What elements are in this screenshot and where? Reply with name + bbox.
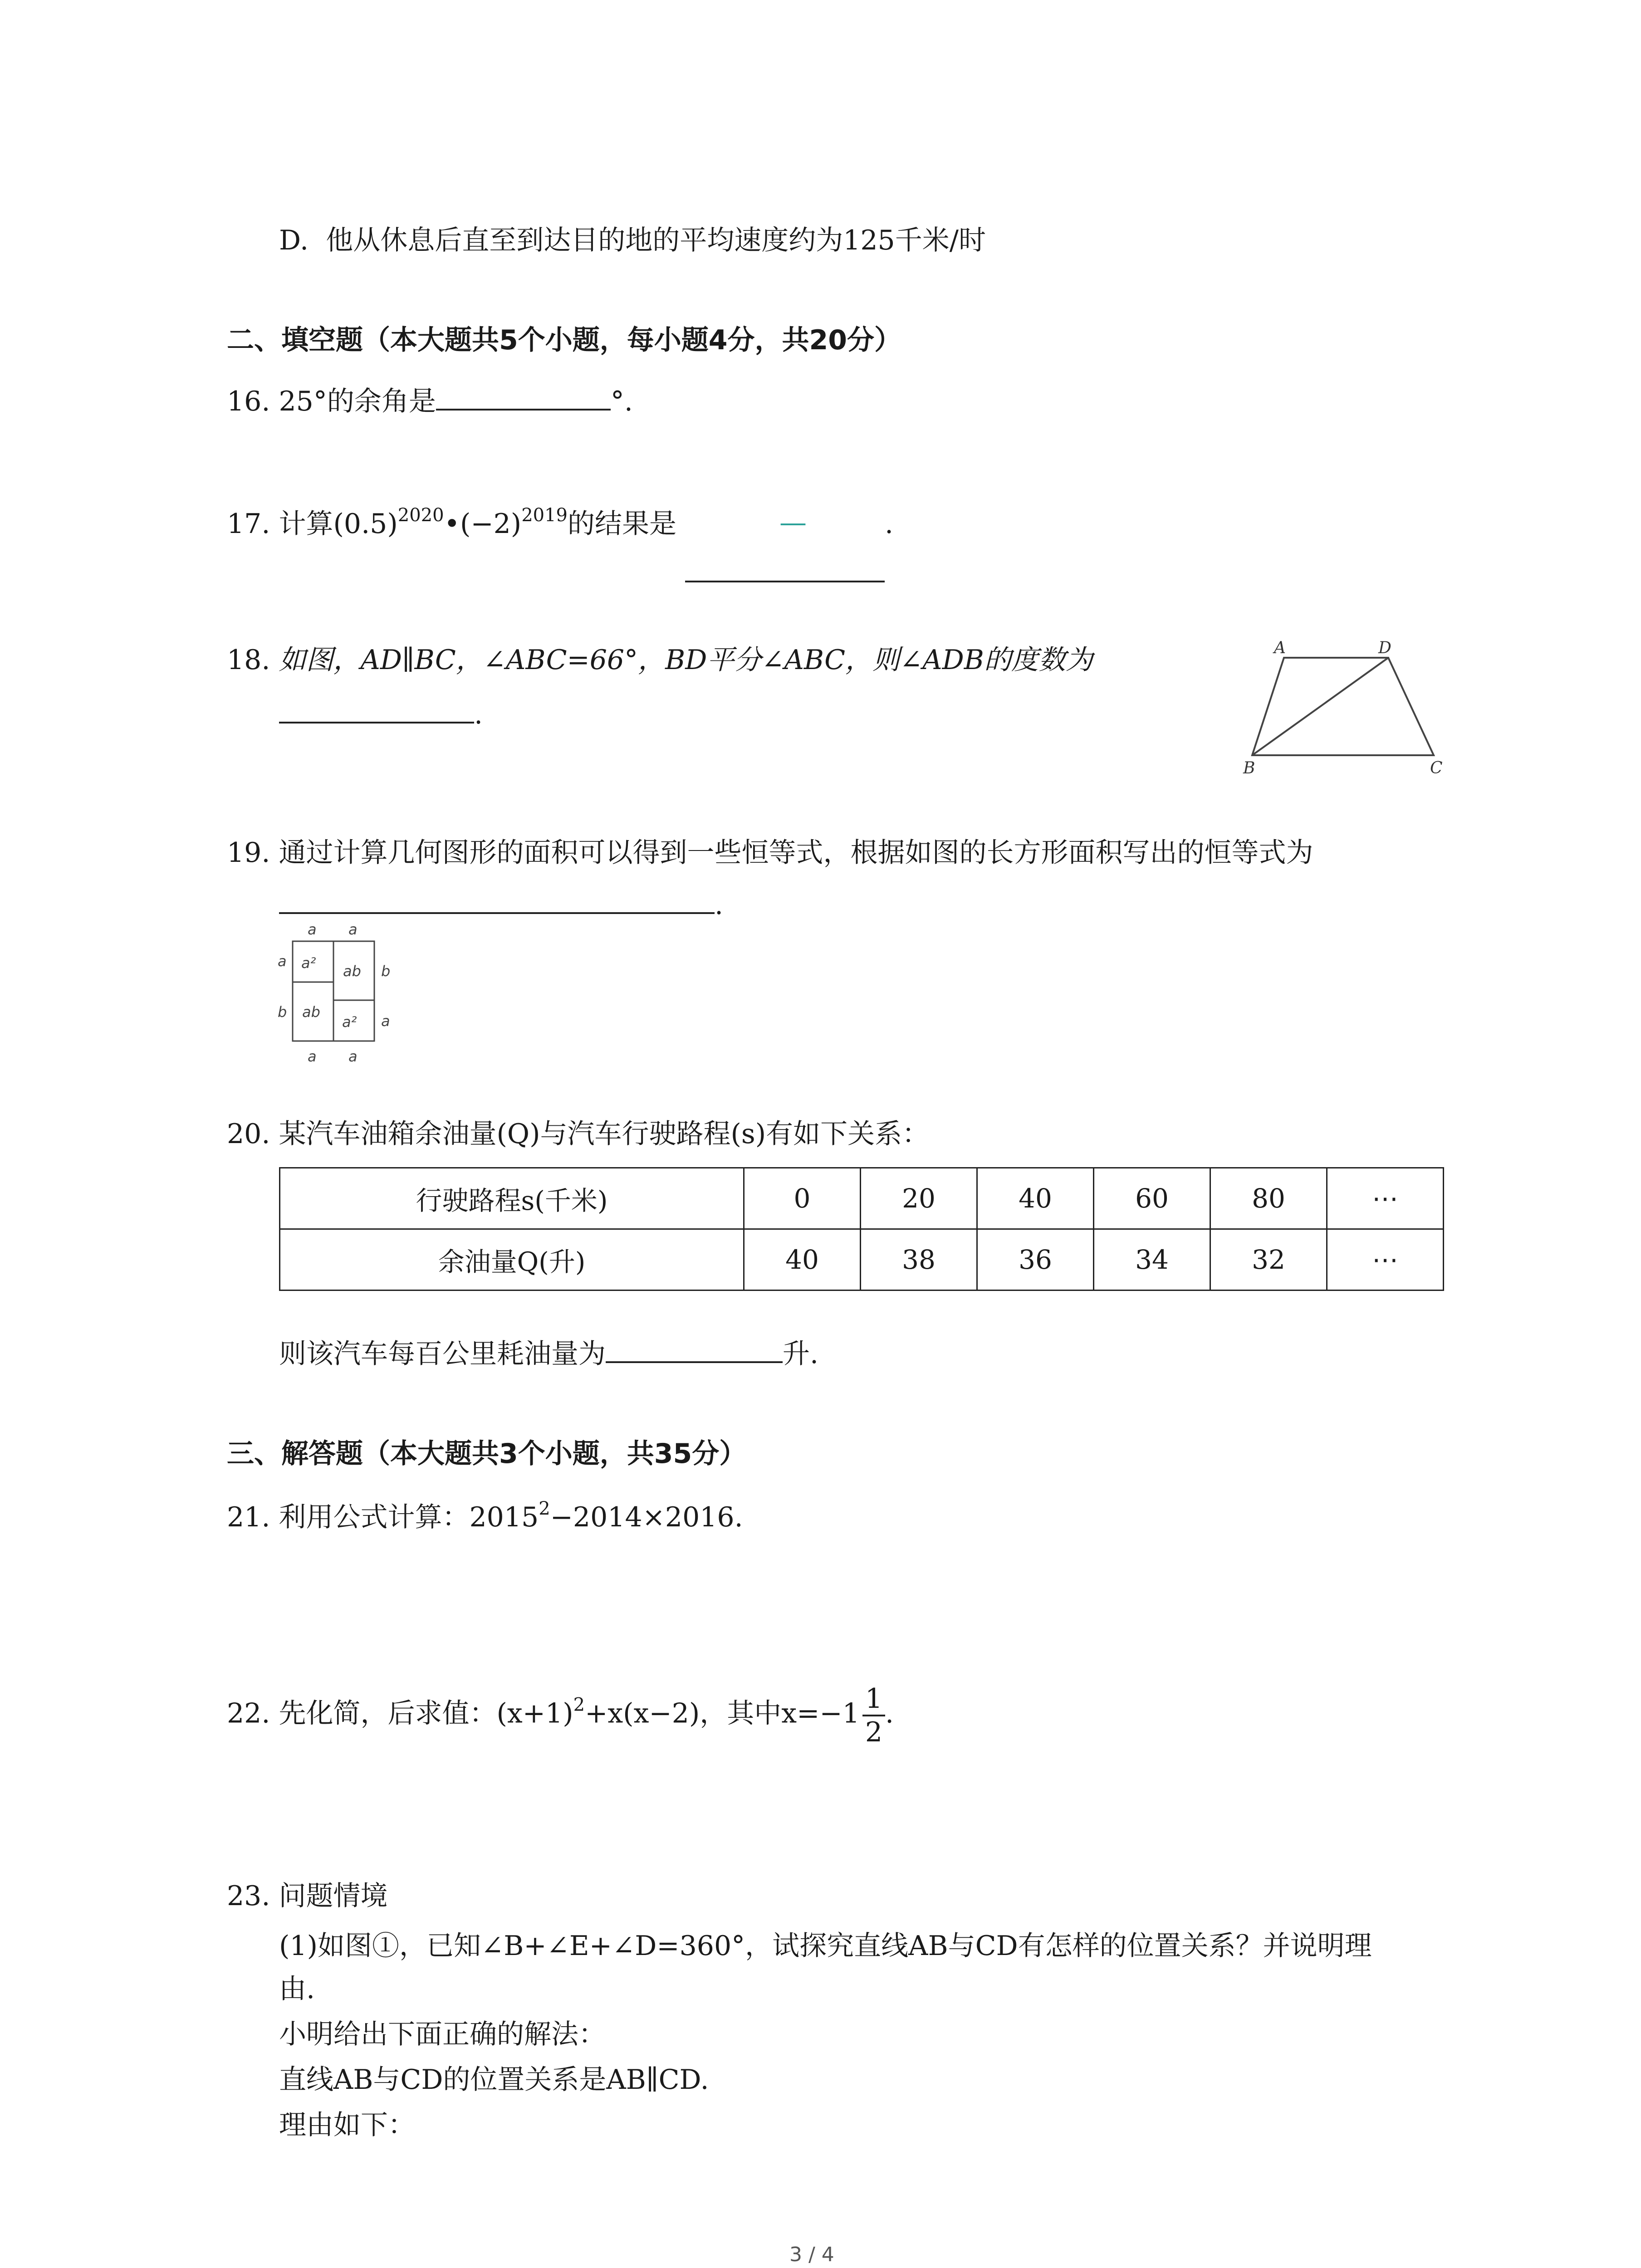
table-cell: 38	[861, 1229, 977, 1290]
cell-label-ab-bottom: ab	[302, 1003, 320, 1021]
question-text: 则该汽车每百公里耗油量为	[279, 1338, 606, 1370]
table-cell: 40	[977, 1168, 1094, 1229]
table-cell: ⋯	[1327, 1229, 1444, 1290]
question-suffix: °.	[610, 386, 633, 417]
table-cell: 40	[744, 1229, 861, 1290]
answer-blank[interactable]	[279, 696, 474, 723]
fraction-denominator: 2	[865, 1716, 883, 1748]
question-number: 18.	[227, 644, 270, 676]
question-text-2: •(−2)	[444, 508, 522, 540]
table-cell: 80	[1210, 1168, 1327, 1229]
question-19-answer-line	[279, 887, 723, 923]
question-number: 19.	[227, 837, 270, 869]
question-number: 22.	[227, 1697, 270, 1730]
trapezoid-abcd	[1252, 658, 1434, 755]
question-title: 问题情境	[279, 1880, 388, 1912]
option-text: 他从休息后直至到达目的地的平均速度约为125千米/时	[326, 225, 986, 256]
page-number: 3 / 4	[789, 2243, 834, 2266]
table-cell: 20	[861, 1168, 977, 1229]
question-17	[227, 506, 676, 542]
question-23-line-5: 理由如下：	[279, 2109, 415, 2141]
table-cell: 32	[1210, 1229, 1327, 1290]
vertex-c: C	[1430, 759, 1443, 777]
diagonal-bd	[1252, 658, 1388, 755]
question-text: 25°的余角是	[279, 386, 436, 417]
table-cell: 60	[1094, 1168, 1210, 1229]
question-suffix: 升.	[783, 1338, 819, 1370]
vertex-d: D	[1378, 639, 1391, 657]
top-label-2: a	[348, 921, 358, 938]
question-text: 某汽车油箱余油量(Q)与汽车行驶路程(s)有如下关系：	[279, 1118, 930, 1150]
question-number: 23.	[227, 1880, 270, 1912]
question-22	[227, 1683, 894, 1748]
oil-mileage-table	[279, 1167, 1444, 1291]
question-20-followup	[279, 1336, 818, 1372]
vertex-a: A	[1274, 639, 1286, 657]
question-18	[227, 642, 1093, 678]
exponent-2019: 2019	[521, 505, 568, 526]
question-suffix: .	[474, 699, 483, 730]
answer-blank[interactable]	[606, 1336, 783, 1363]
cell-label-ab-top: ab	[343, 963, 361, 980]
question-text-2: −2014×2016.	[550, 1501, 743, 1533]
bottom-label-2: a	[348, 1048, 358, 1065]
question-text-1: 利用公式计算：2015	[279, 1501, 539, 1533]
answer-blank[interactable]	[685, 581, 885, 582]
question-text: 如图，AD∥BC，∠ABC=66°，BD平分∠ABC，则∠ADB的度数为	[279, 644, 1093, 676]
right-label-1: b	[381, 963, 391, 980]
question-23-line-2: 由.	[279, 1973, 315, 2005]
option-label: D.	[279, 225, 309, 256]
table-cell: 行驶路程s(千米)	[280, 1168, 744, 1229]
option-d	[279, 222, 986, 259]
question-number: 21.	[227, 1501, 270, 1533]
right-label-2: a	[381, 1012, 390, 1030]
table-row	[280, 1168, 1444, 1229]
exponent-2020: 2020	[397, 505, 444, 526]
question-16	[227, 383, 633, 420]
answer-blank[interactable]	[279, 887, 715, 914]
question-23-line-4: 直线AB与CD的位置关系是AB∥CD.	[279, 2064, 709, 2096]
question-number: 16.	[227, 386, 270, 417]
section-3-heading: 三、解答题（本大题共3个小题，共35分）	[227, 1438, 747, 1470]
table-cell: 0	[744, 1168, 861, 1229]
fraction-numerator: 1	[862, 1683, 885, 1716]
table-cell: 34	[1094, 1229, 1210, 1290]
question-text-2: +x(x−2)，其中x=−1	[585, 1697, 860, 1730]
question-number: 17.	[227, 508, 270, 540]
rectangle-area-figure	[272, 921, 399, 1070]
question-suffix: .	[885, 1697, 894, 1730]
question-text-3: 的结果是	[568, 508, 676, 540]
dash-mark: —	[779, 507, 807, 538]
cell-label-a2-top: a²	[301, 954, 316, 972]
question-suffix: .	[715, 889, 724, 921]
question-text-1: 计算(0.5)	[279, 508, 398, 540]
question-18-answer-line	[279, 696, 483, 733]
question-20	[227, 1116, 929, 1152]
answer-blank[interactable]	[436, 383, 611, 411]
question-21	[227, 1499, 743, 1535]
fraction-one-half	[862, 1683, 885, 1748]
cell-label-a2-bottom: a²	[342, 1013, 357, 1031]
section-2-heading: 二、填空题（本大题共5个小题，每小题4分，共20分）	[227, 324, 901, 356]
left-label-1: a	[278, 953, 287, 970]
vertex-b: B	[1243, 759, 1255, 777]
bottom-label-1: a	[308, 1048, 317, 1065]
table-cell: 36	[977, 1229, 1094, 1290]
question-text-1: 先化简，后求值：(x+1)	[279, 1697, 573, 1730]
question-number: 20.	[227, 1118, 270, 1150]
table-cell: ⋯	[1327, 1168, 1444, 1229]
question-19	[227, 835, 1313, 871]
exponent: 2	[539, 1498, 550, 1519]
table-cell: 余油量Q(升)	[280, 1229, 744, 1290]
question-17-end: .	[885, 508, 894, 540]
question-23-line-1: (1)如图①，已知∠B+∠E+∠D=360°，试探究直线AB与CD有怎样的位置关系？并说明理	[279, 1930, 1372, 1962]
top-label-1: a	[308, 921, 317, 938]
question-23-line-3: 小明给出下面正确的解法：	[279, 2019, 606, 2050]
table-row	[280, 1229, 1444, 1290]
exponent: 2	[573, 1694, 585, 1716]
question-23	[227, 1878, 388, 1914]
left-label-2: b	[278, 1003, 287, 1021]
question-text: 通过计算几何图形的面积可以得到一些恒等式，根据如图的长方形面积写出的恒等式为	[279, 837, 1313, 869]
trapezoid-figure	[1234, 635, 1470, 785]
